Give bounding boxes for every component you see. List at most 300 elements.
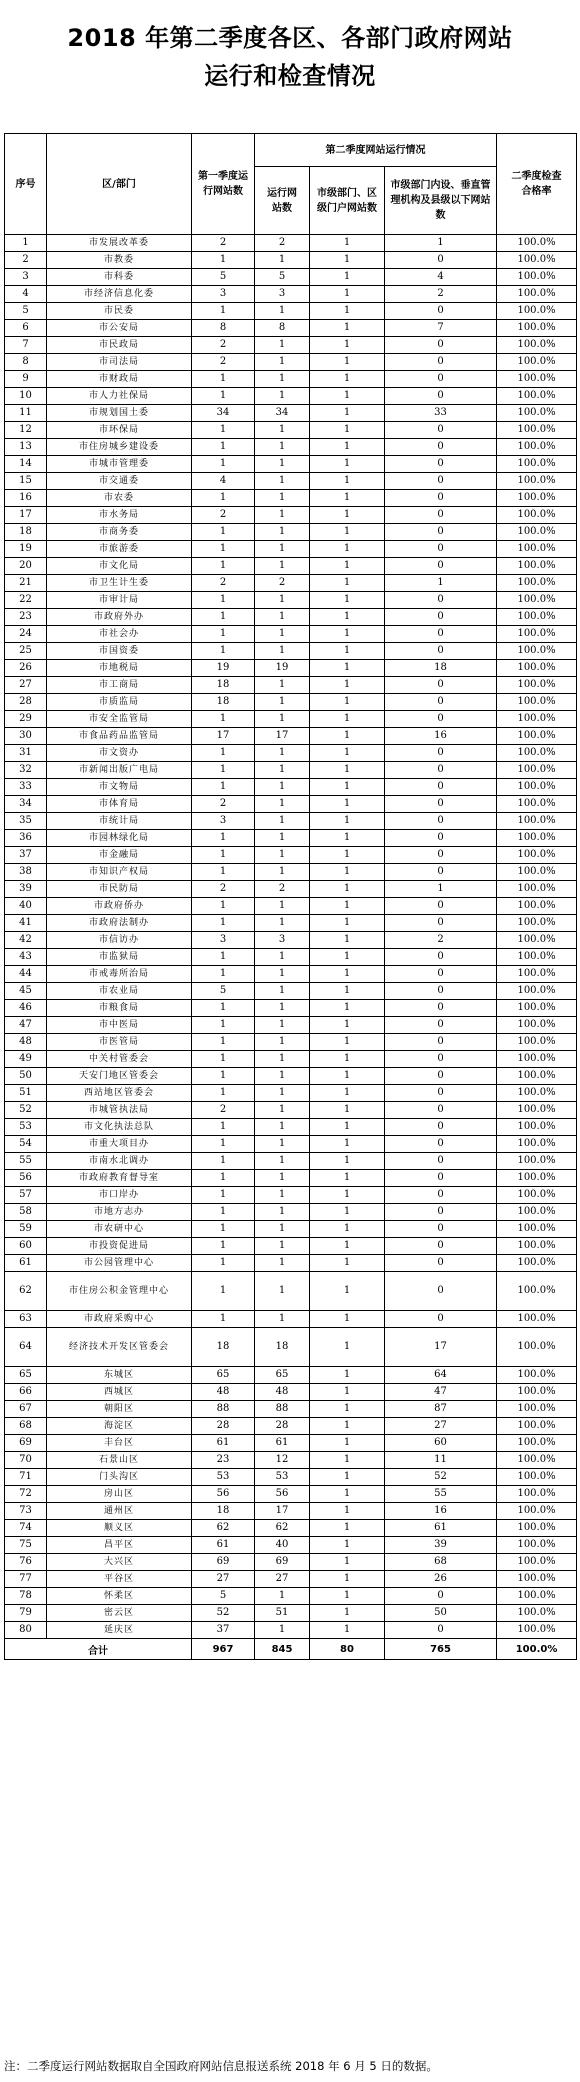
cell-q2-running: 1 <box>255 1221 310 1238</box>
report-title-line1: 2018 年第二季度各区、各部门政府网站 <box>67 24 513 52</box>
cell-pass-rate: 100.0% <box>497 1153 577 1170</box>
cell-q2-sub: 33 <box>385 405 497 422</box>
cell-seq: 75 <box>5 1537 47 1554</box>
cell-seq: 28 <box>5 694 47 711</box>
cell-q2-sub: 4 <box>385 269 497 286</box>
cell-dept: 市新闻出版广电局 <box>47 762 192 779</box>
cell-q2-sub: 0 <box>385 983 497 1000</box>
cell-pass-rate: 100.0% <box>497 1034 577 1051</box>
table-row <box>5 728 577 745</box>
table-row <box>5 507 577 524</box>
cell-seq: 68 <box>5 1418 47 1435</box>
cell-pass-rate: 100.0% <box>497 1311 577 1328</box>
cell-q2-portal: 1 <box>310 660 385 677</box>
cell-q2-running: 1 <box>255 847 310 864</box>
cell-q2-portal: 1 <box>310 371 385 388</box>
cell-pass-rate: 100.0% <box>497 541 577 558</box>
cell-q2-portal: 1 <box>310 813 385 830</box>
cell-pass-rate: 100.0% <box>497 422 577 439</box>
cell-q2-portal: 1 <box>310 1588 385 1605</box>
table-row <box>5 1469 577 1486</box>
cell-pass-rate: 100.0% <box>497 779 577 796</box>
cell-seq: 30 <box>5 728 47 745</box>
cell-q1-sites: 18 <box>192 1328 255 1367</box>
cell-q2-running: 1 <box>255 1204 310 1221</box>
cell-q2-portal: 1 <box>310 473 385 490</box>
cell-q2-running: 1 <box>255 898 310 915</box>
cell-dept: 丰台区 <box>47 1435 192 1452</box>
cell-seq: 7 <box>5 337 47 354</box>
cell-q2-portal: 1 <box>310 1017 385 1034</box>
table-row <box>5 1328 577 1367</box>
cell-q2-sub: 0 <box>385 915 497 932</box>
cell-q1-sites: 1 <box>192 1034 255 1051</box>
cell-q2-portal: 1 <box>310 745 385 762</box>
cell-q1-sites: 27 <box>192 1571 255 1588</box>
cell-q2-sub: 27 <box>385 1418 497 1435</box>
cell-dept: 市民委 <box>47 303 192 320</box>
cell-dept: 大兴区 <box>47 1554 192 1571</box>
cell-q1-sites: 1 <box>192 1187 255 1204</box>
table-row <box>5 847 577 864</box>
cell-q2-running: 1 <box>255 1102 310 1119</box>
cell-pass-rate: 100.0% <box>497 388 577 405</box>
cell-q2-portal: 1 <box>310 422 385 439</box>
cell-q2-running: 1 <box>255 1255 310 1272</box>
table-row <box>5 915 577 932</box>
cell-dept: 朝阳区 <box>47 1401 192 1418</box>
cell-q2-running: 62 <box>255 1520 310 1537</box>
table-row <box>5 1153 577 1170</box>
cell-q2-portal: 1 <box>310 677 385 694</box>
cell-seq: 48 <box>5 1034 47 1051</box>
cell-q2-portal: 1 <box>310 1153 385 1170</box>
table-row <box>5 1401 577 1418</box>
cell-q2-portal: 1 <box>310 1085 385 1102</box>
cell-q2-running: 88 <box>255 1401 310 1418</box>
cell-pass-rate: 100.0% <box>497 1367 577 1384</box>
cell-dept: 市政府法制办 <box>47 915 192 932</box>
cell-q2-portal: 1 <box>310 966 385 983</box>
cell-q2-running: 3 <box>255 932 310 949</box>
cell-q2-running: 34 <box>255 405 310 422</box>
cell-q1-sites: 1 <box>192 422 255 439</box>
cell-seq: 36 <box>5 830 47 847</box>
cell-dept: 市政府教育督导室 <box>47 1170 192 1187</box>
cell-dept: 市南水北调办 <box>47 1153 192 1170</box>
cell-q2-running: 1 <box>255 779 310 796</box>
cell-q2-sub: 17 <box>385 1328 497 1367</box>
cell-pass-rate: 100.0% <box>497 439 577 456</box>
table-row <box>5 745 577 762</box>
table-row <box>5 371 577 388</box>
cell-dept: 市公园管理中心 <box>47 1255 192 1272</box>
website-inspection-table <box>4 133 577 1660</box>
cell-q2-sub: 0 <box>385 626 497 643</box>
cell-dept: 市民防局 <box>47 881 192 898</box>
cell-seq: 78 <box>5 1588 47 1605</box>
cell-q2-portal: 1 <box>310 864 385 881</box>
cell-dept: 市安全监管局 <box>47 711 192 728</box>
cell-seq: 19 <box>5 541 47 558</box>
cell-q2-sub: 0 <box>385 796 497 813</box>
cell-seq: 43 <box>5 949 47 966</box>
cell-q2-sub: 0 <box>385 524 497 541</box>
cell-dept: 市地税局 <box>47 660 192 677</box>
table-row <box>5 558 577 575</box>
cell-pass-rate: 100.0% <box>497 1622 577 1639</box>
cell-dept: 市体育局 <box>47 796 192 813</box>
cell-seq: 32 <box>5 762 47 779</box>
cell-q1-sites: 1 <box>192 388 255 405</box>
cell-q2-sub: 0 <box>385 252 497 269</box>
cell-q2-sub: 55 <box>385 1486 497 1503</box>
table-row <box>5 609 577 626</box>
cell-q2-sub: 11 <box>385 1452 497 1469</box>
cell-pass-rate: 100.0% <box>497 898 577 915</box>
table-row <box>5 1418 577 1435</box>
cell-pass-rate: 100.0% <box>497 1000 577 1017</box>
table-row <box>5 439 577 456</box>
cell-seq: 38 <box>5 864 47 881</box>
header-q2-group: 第二季度网站运行情况 <box>255 134 497 167</box>
cell-q2-portal: 1 <box>310 694 385 711</box>
cell-q1-sites: 1 <box>192 711 255 728</box>
cell-pass-rate: 100.0% <box>497 1328 577 1367</box>
table-row <box>5 796 577 813</box>
cell-q1-sites: 1 <box>192 456 255 473</box>
cell-seq: 35 <box>5 813 47 830</box>
cell-q2-running: 1 <box>255 1238 310 1255</box>
cell-q1-sites: 19 <box>192 660 255 677</box>
cell-seq: 24 <box>5 626 47 643</box>
cell-q2-running: 1 <box>255 1272 310 1311</box>
cell-q1-sites: 1 <box>192 1068 255 1085</box>
cell-q2-portal: 1 <box>310 286 385 303</box>
cell-seq: 58 <box>5 1204 47 1221</box>
cell-seq: 25 <box>5 643 47 660</box>
cell-pass-rate: 100.0% <box>497 473 577 490</box>
cell-dept: 市城市管理委 <box>47 456 192 473</box>
cell-q2-sub: 0 <box>385 1221 497 1238</box>
cell-q1-sites: 18 <box>192 1503 255 1520</box>
cell-dept: 东城区 <box>47 1367 192 1384</box>
cell-q2-portal: 1 <box>310 269 385 286</box>
cell-q1-sites: 5 <box>192 983 255 1000</box>
cell-pass-rate: 100.0% <box>497 796 577 813</box>
cell-seq: 63 <box>5 1311 47 1328</box>
cell-q2-portal: 1 <box>310 1000 385 1017</box>
cell-q2-sub: 0 <box>385 337 497 354</box>
cell-q1-sites: 1 <box>192 915 255 932</box>
cell-q2-running: 1 <box>255 1170 310 1187</box>
cell-pass-rate: 100.0% <box>497 1255 577 1272</box>
cell-pass-rate: 100.0% <box>497 456 577 473</box>
cell-dept: 市城管执法局 <box>47 1102 192 1119</box>
cell-seq: 69 <box>5 1435 47 1452</box>
cell-seq: 3 <box>5 269 47 286</box>
cell-q2-sub: 0 <box>385 1622 497 1639</box>
cell-q2-running: 1 <box>255 983 310 1000</box>
cell-q2-portal: 1 <box>310 830 385 847</box>
cell-q1-sites: 2 <box>192 1102 255 1119</box>
cell-q2-running: 19 <box>255 660 310 677</box>
cell-dept: 市环保局 <box>47 422 192 439</box>
cell-q2-sub: 0 <box>385 1000 497 1017</box>
cell-q2-portal: 1 <box>310 762 385 779</box>
cell-q2-portal: 1 <box>310 881 385 898</box>
table-row <box>5 1000 577 1017</box>
cell-q1-sites: 1 <box>192 949 255 966</box>
cell-q2-portal: 1 <box>310 1272 385 1311</box>
cell-pass-rate: 100.0% <box>497 303 577 320</box>
table-row <box>5 1068 577 1085</box>
cell-q2-portal: 1 <box>310 1034 385 1051</box>
cell-q2-portal: 1 <box>310 1255 385 1272</box>
cell-q1-sites: 23 <box>192 1452 255 1469</box>
table-row <box>5 1520 577 1537</box>
cell-q1-sites: 4 <box>192 473 255 490</box>
cell-q2-portal: 1 <box>310 1170 385 1187</box>
cell-q2-portal: 1 <box>310 1452 385 1469</box>
cell-q2-sub: 0 <box>385 1153 497 1170</box>
cell-dept: 市监狱局 <box>47 949 192 966</box>
cell-pass-rate: 100.0% <box>497 507 577 524</box>
cell-q2-portal: 1 <box>310 711 385 728</box>
cell-seq: 27 <box>5 677 47 694</box>
cell-dept: 门头沟区 <box>47 1469 192 1486</box>
cell-seq: 11 <box>5 405 47 422</box>
cell-q2-sub: 0 <box>385 694 497 711</box>
cell-dept: 西城区 <box>47 1384 192 1401</box>
cell-q2-running: 2 <box>255 575 310 592</box>
cell-pass-rate: 100.0% <box>497 1204 577 1221</box>
cell-seq: 8 <box>5 354 47 371</box>
table-row <box>5 269 577 286</box>
table-row <box>5 1119 577 1136</box>
cell-pass-rate: 100.0% <box>497 490 577 507</box>
table-row <box>5 1187 577 1204</box>
cell-q2-sub: 0 <box>385 1102 497 1119</box>
cell-q2-running: 1 <box>255 949 310 966</box>
cell-q2-sub: 0 <box>385 1017 497 1034</box>
cell-pass-rate: 100.0% <box>497 592 577 609</box>
cell-q2-running: 2 <box>255 881 310 898</box>
cell-q2-running: 48 <box>255 1384 310 1401</box>
table-row <box>5 1367 577 1384</box>
cell-pass-rate: 100.0% <box>497 983 577 1000</box>
table-row <box>5 1554 577 1571</box>
cell-q2-running: 1 <box>255 694 310 711</box>
header-q2-running-text: 运行网站数 <box>267 187 297 214</box>
table-row <box>5 405 577 422</box>
cell-q2-running: 1 <box>255 1068 310 1085</box>
cell-q1-sites: 65 <box>192 1367 255 1384</box>
cell-dept: 市旅游委 <box>47 541 192 558</box>
cell-q1-sites: 1 <box>192 1221 255 1238</box>
cell-q2-portal: 1 <box>310 1384 385 1401</box>
cell-q1-sites: 1 <box>192 592 255 609</box>
cell-q2-portal: 1 <box>310 1418 385 1435</box>
cell-seq: 4 <box>5 286 47 303</box>
header-q2-sub <box>385 167 497 235</box>
cell-q2-running: 1 <box>255 490 310 507</box>
cell-q1-sites: 1 <box>192 524 255 541</box>
cell-seq: 80 <box>5 1622 47 1639</box>
cell-q2-sub: 0 <box>385 643 497 660</box>
cell-q1-sites: 2 <box>192 235 255 252</box>
cell-q2-sub: 0 <box>385 303 497 320</box>
cell-q1-sites: 37 <box>192 1622 255 1639</box>
cell-q1-sites: 1 <box>192 371 255 388</box>
cell-q2-sub: 16 <box>385 728 497 745</box>
table-row <box>5 898 577 915</box>
total-sub: 765 <box>385 1639 497 1660</box>
cell-q2-sub: 2 <box>385 932 497 949</box>
table-row <box>5 1435 577 1452</box>
cell-q2-portal: 1 <box>310 235 385 252</box>
cell-dept: 市信访办 <box>47 932 192 949</box>
cell-pass-rate: 100.0% <box>497 966 577 983</box>
cell-seq: 29 <box>5 711 47 728</box>
cell-pass-rate: 100.0% <box>497 745 577 762</box>
header-pass-rate <box>497 134 577 235</box>
cell-pass-rate: 100.0% <box>497 1571 577 1588</box>
cell-pass-rate: 100.0% <box>497 269 577 286</box>
cell-seq: 72 <box>5 1486 47 1503</box>
cell-q2-portal: 1 <box>310 983 385 1000</box>
cell-pass-rate: 100.0% <box>497 1401 577 1418</box>
cell-q2-sub: 0 <box>385 762 497 779</box>
cell-q1-sites: 1 <box>192 558 255 575</box>
cell-seq: 39 <box>5 881 47 898</box>
cell-q2-sub: 1 <box>385 235 497 252</box>
cell-q2-sub: 0 <box>385 779 497 796</box>
cell-seq: 60 <box>5 1238 47 1255</box>
cell-q1-sites: 1 <box>192 1311 255 1328</box>
table-row <box>5 388 577 405</box>
cell-q1-sites: 1 <box>192 1170 255 1187</box>
cell-dept: 市文化局 <box>47 558 192 575</box>
cell-q1-sites: 48 <box>192 1384 255 1401</box>
cell-dept: 市教委 <box>47 252 192 269</box>
cell-q2-portal: 1 <box>310 932 385 949</box>
table-row <box>5 524 577 541</box>
cell-pass-rate: 100.0% <box>497 864 577 881</box>
cell-q2-portal: 1 <box>310 1311 385 1328</box>
cell-q2-sub: 0 <box>385 422 497 439</box>
cell-dept: 市金融局 <box>47 847 192 864</box>
cell-dept: 市农业局 <box>47 983 192 1000</box>
cell-q2-running: 1 <box>255 1588 310 1605</box>
cell-q2-portal: 1 <box>310 1537 385 1554</box>
cell-q2-sub: 0 <box>385 711 497 728</box>
cell-q1-sites: 1 <box>192 745 255 762</box>
total-row <box>5 1639 577 1660</box>
cell-seq: 9 <box>5 371 47 388</box>
cell-dept: 市农研中心 <box>47 1221 192 1238</box>
cell-pass-rate: 100.0% <box>497 235 577 252</box>
cell-pass-rate: 100.0% <box>497 405 577 422</box>
cell-pass-rate: 100.0% <box>497 286 577 303</box>
cell-q2-portal: 1 <box>310 388 385 405</box>
table-row <box>5 422 577 439</box>
cell-q1-sites: 1 <box>192 779 255 796</box>
cell-seq: 17 <box>5 507 47 524</box>
cell-q1-sites: 1 <box>192 830 255 847</box>
cell-pass-rate: 100.0% <box>497 371 577 388</box>
cell-pass-rate: 100.0% <box>497 1170 577 1187</box>
cell-q2-sub: 0 <box>385 1051 497 1068</box>
table-row <box>5 949 577 966</box>
cell-seq: 65 <box>5 1367 47 1384</box>
table-row <box>5 1537 577 1554</box>
cell-dept: 市戒毒所治局 <box>47 966 192 983</box>
cell-dept: 市农委 <box>47 490 192 507</box>
cell-q2-sub: 0 <box>385 609 497 626</box>
header-dept: 区/部门 <box>47 134 192 235</box>
cell-q2-sub: 7 <box>385 320 497 337</box>
cell-q2-portal: 1 <box>310 1401 385 1418</box>
table-row <box>5 1102 577 1119</box>
cell-q1-sites: 88 <box>192 1401 255 1418</box>
table-row <box>5 626 577 643</box>
cell-pass-rate: 100.0% <box>497 949 577 966</box>
table-row <box>5 1085 577 1102</box>
cell-q2-portal: 1 <box>310 1367 385 1384</box>
cell-q2-portal: 1 <box>310 1469 385 1486</box>
cell-q2-portal: 1 <box>310 252 385 269</box>
cell-q2-running: 1 <box>255 337 310 354</box>
table-row <box>5 1221 577 1238</box>
cell-q2-running: 1 <box>255 677 310 694</box>
cell-dept: 中关村管委会 <box>47 1051 192 1068</box>
cell-pass-rate: 100.0% <box>497 1520 577 1537</box>
table-row <box>5 1272 577 1311</box>
cell-q2-sub: 0 <box>385 813 497 830</box>
cell-dept: 市重大项目办 <box>47 1136 192 1153</box>
cell-q2-portal: 1 <box>310 1435 385 1452</box>
table-row <box>5 1311 577 1328</box>
cell-seq: 51 <box>5 1085 47 1102</box>
cell-dept: 市科委 <box>47 269 192 286</box>
cell-q1-sites: 1 <box>192 609 255 626</box>
cell-q2-sub: 16 <box>385 1503 497 1520</box>
cell-pass-rate: 100.0% <box>497 1452 577 1469</box>
cell-pass-rate: 100.0% <box>497 1017 577 1034</box>
header-q1-sites-text: 第一季度运行网站数 <box>198 171 248 197</box>
cell-q1-sites: 2 <box>192 507 255 524</box>
cell-dept: 市政府采购中心 <box>47 1311 192 1328</box>
cell-seq: 70 <box>5 1452 47 1469</box>
cell-q2-sub: 61 <box>385 1520 497 1537</box>
cell-pass-rate: 100.0% <box>497 1068 577 1085</box>
header-q1-sites <box>192 134 255 235</box>
cell-dept: 顺义区 <box>47 1520 192 1537</box>
cell-q2-portal: 1 <box>310 779 385 796</box>
cell-q1-sites: 62 <box>192 1520 255 1537</box>
table-row <box>5 1255 577 1272</box>
cell-dept: 市文资办 <box>47 745 192 762</box>
cell-q2-portal: 1 <box>310 898 385 915</box>
cell-q2-portal: 1 <box>310 1486 385 1503</box>
cell-q2-portal: 1 <box>310 1571 385 1588</box>
cell-pass-rate: 100.0% <box>497 575 577 592</box>
cell-q2-sub: 0 <box>385 1085 497 1102</box>
cell-q1-sites: 1 <box>192 439 255 456</box>
cell-q2-running: 1 <box>255 609 310 626</box>
cell-dept: 市国资委 <box>47 643 192 660</box>
